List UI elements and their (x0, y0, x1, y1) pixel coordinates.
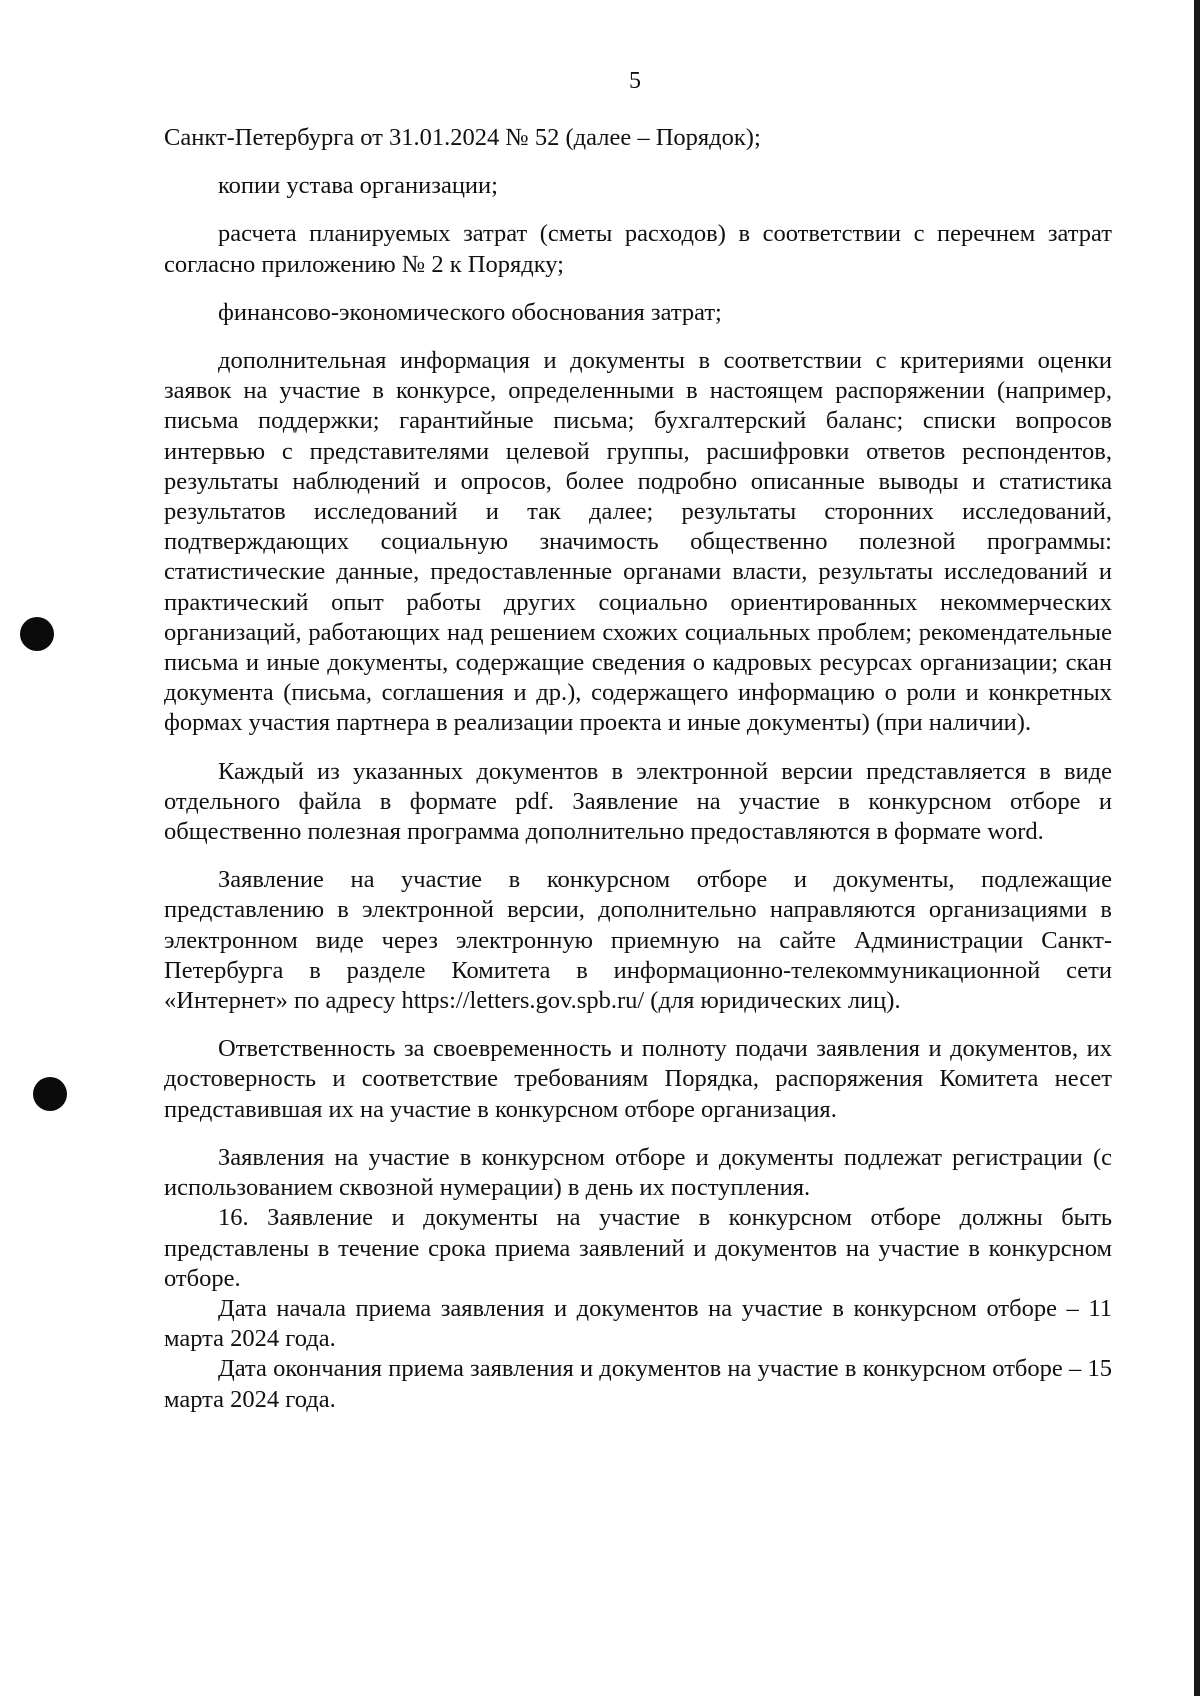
paragraph-electronic-format: Каждый из указанных документов в электронной версии представляется в виде отдельного файла в формате pdf. Заявление на участие в конкурсном отборе и общественно полезная программа дополнительно предоставляются в формате word. (164, 757, 1112, 846)
scan-edge-shadow (1194, 0, 1200, 1696)
paragraph-registration: Заявления на участие в конкурсном отборе и документы подлежат регистрации (с использованием сквозной нумерации) в день их поступления. (164, 1143, 1112, 1202)
paragraph-additional-documents: дополнительная информация и документы в соответствии с критериями оценки заявок на участие в конкурсе, определенными в настоящем распоряжении (например, письма поддержки; гарантийные письма; бухгалтерский баланс; списки вопросов интервью с представителями целевой группы, расшифровки ответов респондентов, результаты наблюдений и опросов, более подробно описанные выводы и статистика результатов исследований и так далее; результаты сторонних исследований, подтверждающих социальную значимость общественно полезной программы: статистические данные, предоставленные органами власти, результаты исследований и практический опыт работы других социально ориентированных некоммерческих организаций, работающих над решением схожих социальных проблем; рекомендательные письма и иные документы, содержащие сведения о кадровых ресурсах организации; скан документа (письма, соглашения и др.), содержащего информацию о роли и конкретных формах участия партнера в реализации проекта и иные документы) (при наличии). (164, 347, 1112, 737)
paragraph-order-reference: Санкт-Петербурга от 31.01.2024 № 52 (далее – Порядок); (164, 124, 761, 151)
paragraph-responsibility: Ответственность за своевременность и полноту подачи заявления и документов, их достоверность и соответствие требованиям Порядка, распоряжения Комитета несет представившая их на участие в конкурсном отборе организация. (164, 1035, 1112, 1123)
paragraph-charter-copies: копии устава организации; (218, 172, 498, 200)
page-number: 5 (629, 68, 641, 94)
paragraph-item-16: 16. Заявление и документы на участие в конкурсном отборе должны быть представлены в течение срока приема заявлений и документов на участие в конкурсном отборе. (164, 1204, 1112, 1292)
paragraph-financial-justification: финансово-экономического обоснования затрат; (218, 298, 722, 326)
paragraph-start-date: Дата начала приема заявления и документов на участие в конкурсном отборе – 11 марта 2024 года. (164, 1294, 1112, 1353)
paragraph-electronic-submission: Заявление на участие в конкурсном отборе и документы, подлежащие представлению в электронной версии, дополнительно направляются организациями в электронном виде через электронную приемную на сайте Администрации Санкт-Петербурга в разделе Комитета в информационно-телекоммуникационной сети «Интернет» по адресу https://letters.gov.spb.ru/ (для юридических лиц). (164, 866, 1112, 1015)
paragraph-end-date: Дата окончания приема заявления и документов на участие в конкурсном отборе – 15 марта 2024 года. (164, 1355, 1112, 1413)
document-body (164, 123, 1112, 1415)
paragraph-cost-estimate: расчета планируемых затрат (сметы расходов) в соответствии с перечнем затрат согласно приложению № 2 к Порядку; (164, 220, 1112, 278)
punch-hole-mark (33, 1077, 67, 1111)
punch-hole-mark (20, 617, 54, 651)
